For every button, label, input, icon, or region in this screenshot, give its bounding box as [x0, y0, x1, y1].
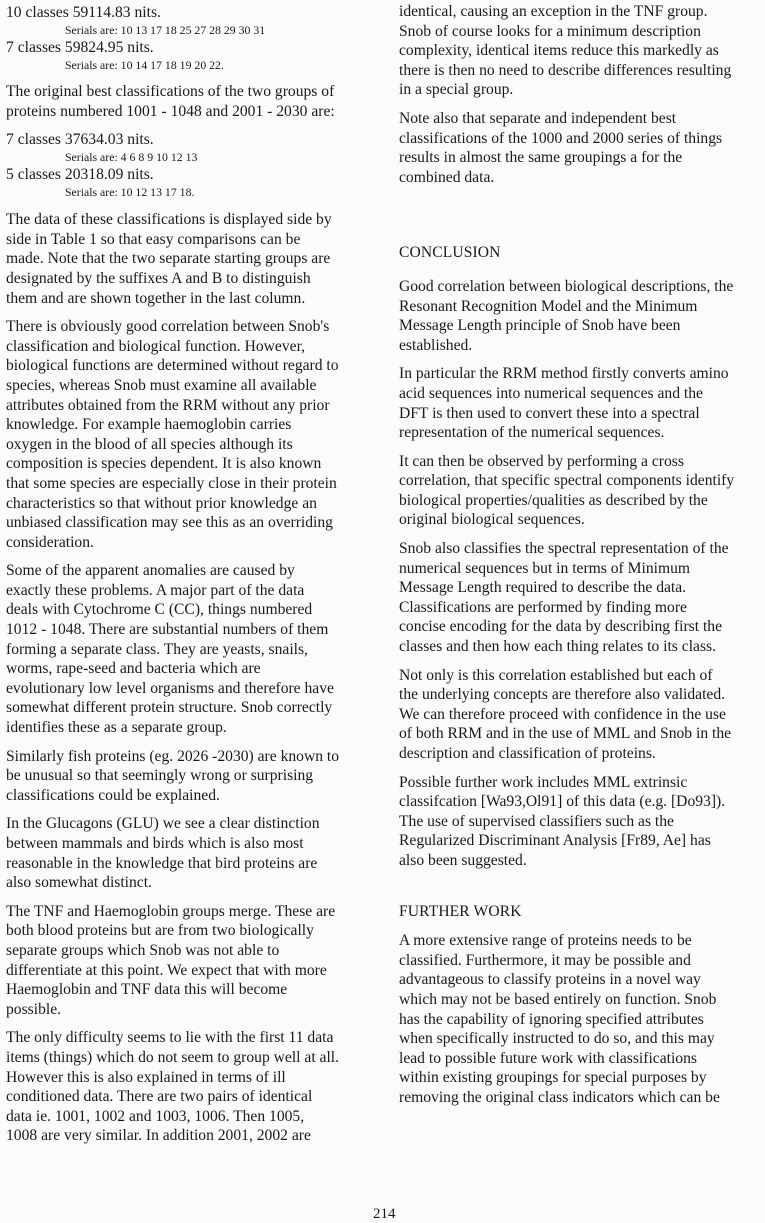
- paragraph-snob-classifies: Snob also classifies the spectral representation of the numerical sequences but in terms of Minimum Message Length required to describe the data. Classifications are performed by finding more concise encoding for the data by describing first the classes and then how each thing relates to its class.: [399, 540, 729, 656]
- results-block-separate: [6, 130, 376, 200]
- paragraph-first-11-items: The only difficulty seems to lie with the first 11 data items (things) which do not seem to group well at all. However this is also explained in terms of ill conditioned data. There are two pairs of identical data ie. 1001, 1002 and 1003, 1006. Then 1005, 1008 are very similar. In addition 2001, 2002 are: [6, 1029, 340, 1145]
- paragraph-fish-proteins: Similarly fish proteins (eg. 2026 -2030) are known to be unusual so that seemingly wrong or surprising classifications could be explained.: [6, 747, 340, 804]
- section-heading-conclusion: CONCLUSION: [399, 244, 501, 262]
- paragraph-possible-further-work: Possible further work includes MML extrinsic classifcation [Wa93,Ol91] of this data (e.g. [Do93]). The use of supervised classifiers such as the Regularized Discriminant Analysis [Fr89, Ae] has also been suggested.: [399, 773, 726, 869]
- classification-result: 10 classes 59114.83 nits.: [6, 4, 161, 21]
- classification-result: 7 classes 59824.95 nits.: [6, 39, 154, 56]
- paragraph-extensive-range: A more extensive range of proteins needs to be classified. Furthermore, it may be possible and advantageous to classify proteins in a novel way which may not be based entirely on function. Snob has the capability of ignoring specified attributes when specifically instructed to do so, and this may lead to possible future work with classifications within existing groupings for special purposes by removing the original class indicators which can be: [399, 932, 720, 1106]
- section-heading-further-work: FURTHER WORK: [399, 902, 522, 920]
- results-block-combined: [6, 3, 376, 73]
- paragraph-correlation: There is obviously good correlation between Snob's classification and biological function. However, biological functions are determined without regard to species, whereas Snob must examine all available attributes obtained from the RRM without any prior knowledge. For example haemoglobin carries oxygen in the blood of all species although its composition is species dependent. It is also known that some species are especially close in their protein characteristics so that without prior knowledge an unbiased classification may see this as an overriding consideration.: [6, 318, 339, 551]
- paragraph-glucagons: In the Glucagons (GLU) we see a clear distinction between mammals and birds which is also most reasonable in the knowledge that bird proteins are also somewhat distinct.: [6, 815, 320, 892]
- paragraph-anomalies: Some of the apparent anomalies are caused by exactly these problems. A major part of the data deals with Cytochrome C (CC), things numbered 1012 - 1048. There are substantial numbers of them forming a separate class. They are yeasts, snails, worms, rape-seed and bacteria which are evolutionary low level organisms and therefore have somewhat different protein structure. Snob correctly identifies these as a separate group.: [6, 562, 334, 737]
- paragraph-identical-items: identical, causing an exception in the TNF group. Snob of course looks for a minimum description complexity, identical items reduce this markedly as there is then no need to describe differences resulting in a special group.: [399, 3, 732, 99]
- classification-result: 7 classes 37634.03 nits.: [6, 131, 154, 149]
- paragraph-tnf-haemoglobin: The TNF and Haemoglobin groups merge. These are both blood proteins but are from two biologically separate groups which Snob was not able to differentiate at this point. We expect that with more Haemoglobin and TNF data this will become possible.: [6, 902, 336, 1018]
- paragraph-table-description: The data of these classifications is displayed side by side in Table 1 so that easy comparisons can be made. Note that the two separate starting groups are designated by the suffixes A and B to distinguish them and are shown together in the last column.: [6, 211, 332, 307]
- serials-list: Serials are: 10 14 17 18 19 20 22.: [65, 58, 224, 72]
- paragraph-good-correlation: Good correlation between biological descriptions, the Resonant Recognition Model and the Minimum Message Length principle of Snob have been established.: [399, 277, 734, 354]
- page-number: 214: [373, 1206, 396, 1222]
- paragraph-validated: Not only is this correlation established but each of the underlying concepts are therefore also validated. We can therefore proceed with confidence in the use of both RRM and in the use of MML and Snob in the description and classification of proteins.: [399, 666, 732, 762]
- serials-list: Serials are: 10 13 17 18 25 27 28 29 30 31: [65, 23, 266, 37]
- classification-result: 5 classes 20318.09 nits.: [6, 166, 154, 184]
- left-column: [6, 0, 376, 1155]
- serials-list: Serials are: 4 6 8 9 10 12 13: [65, 150, 198, 165]
- right-column: [399, 0, 765, 1117]
- paragraph-original-classifications: The original best classifications of the two groups of proteins numbered 1001 - 1048 and 2001 - 2030 are:: [6, 83, 335, 120]
- paragraph-rrm-method: In particular the RRM method firstly converts amino acid sequences into numerical sequences and the DFT is then used to convert these into a spectral representation of the numerical sequences.: [399, 365, 729, 442]
- paragraph-cross-correlation: It can then be observed by performing a cross correlation, that specific spectral components identify biological properties/qualities as described by the original biological sequences.: [399, 452, 735, 529]
- paragraph-separate-classifications: Note also that separate and independent best classifications of the 1000 and 2000 series of things results in almost the same groupings a for the combined data.: [399, 109, 723, 186]
- serials-list: Serials are: 10 12 13 17 18.: [65, 185, 195, 200]
